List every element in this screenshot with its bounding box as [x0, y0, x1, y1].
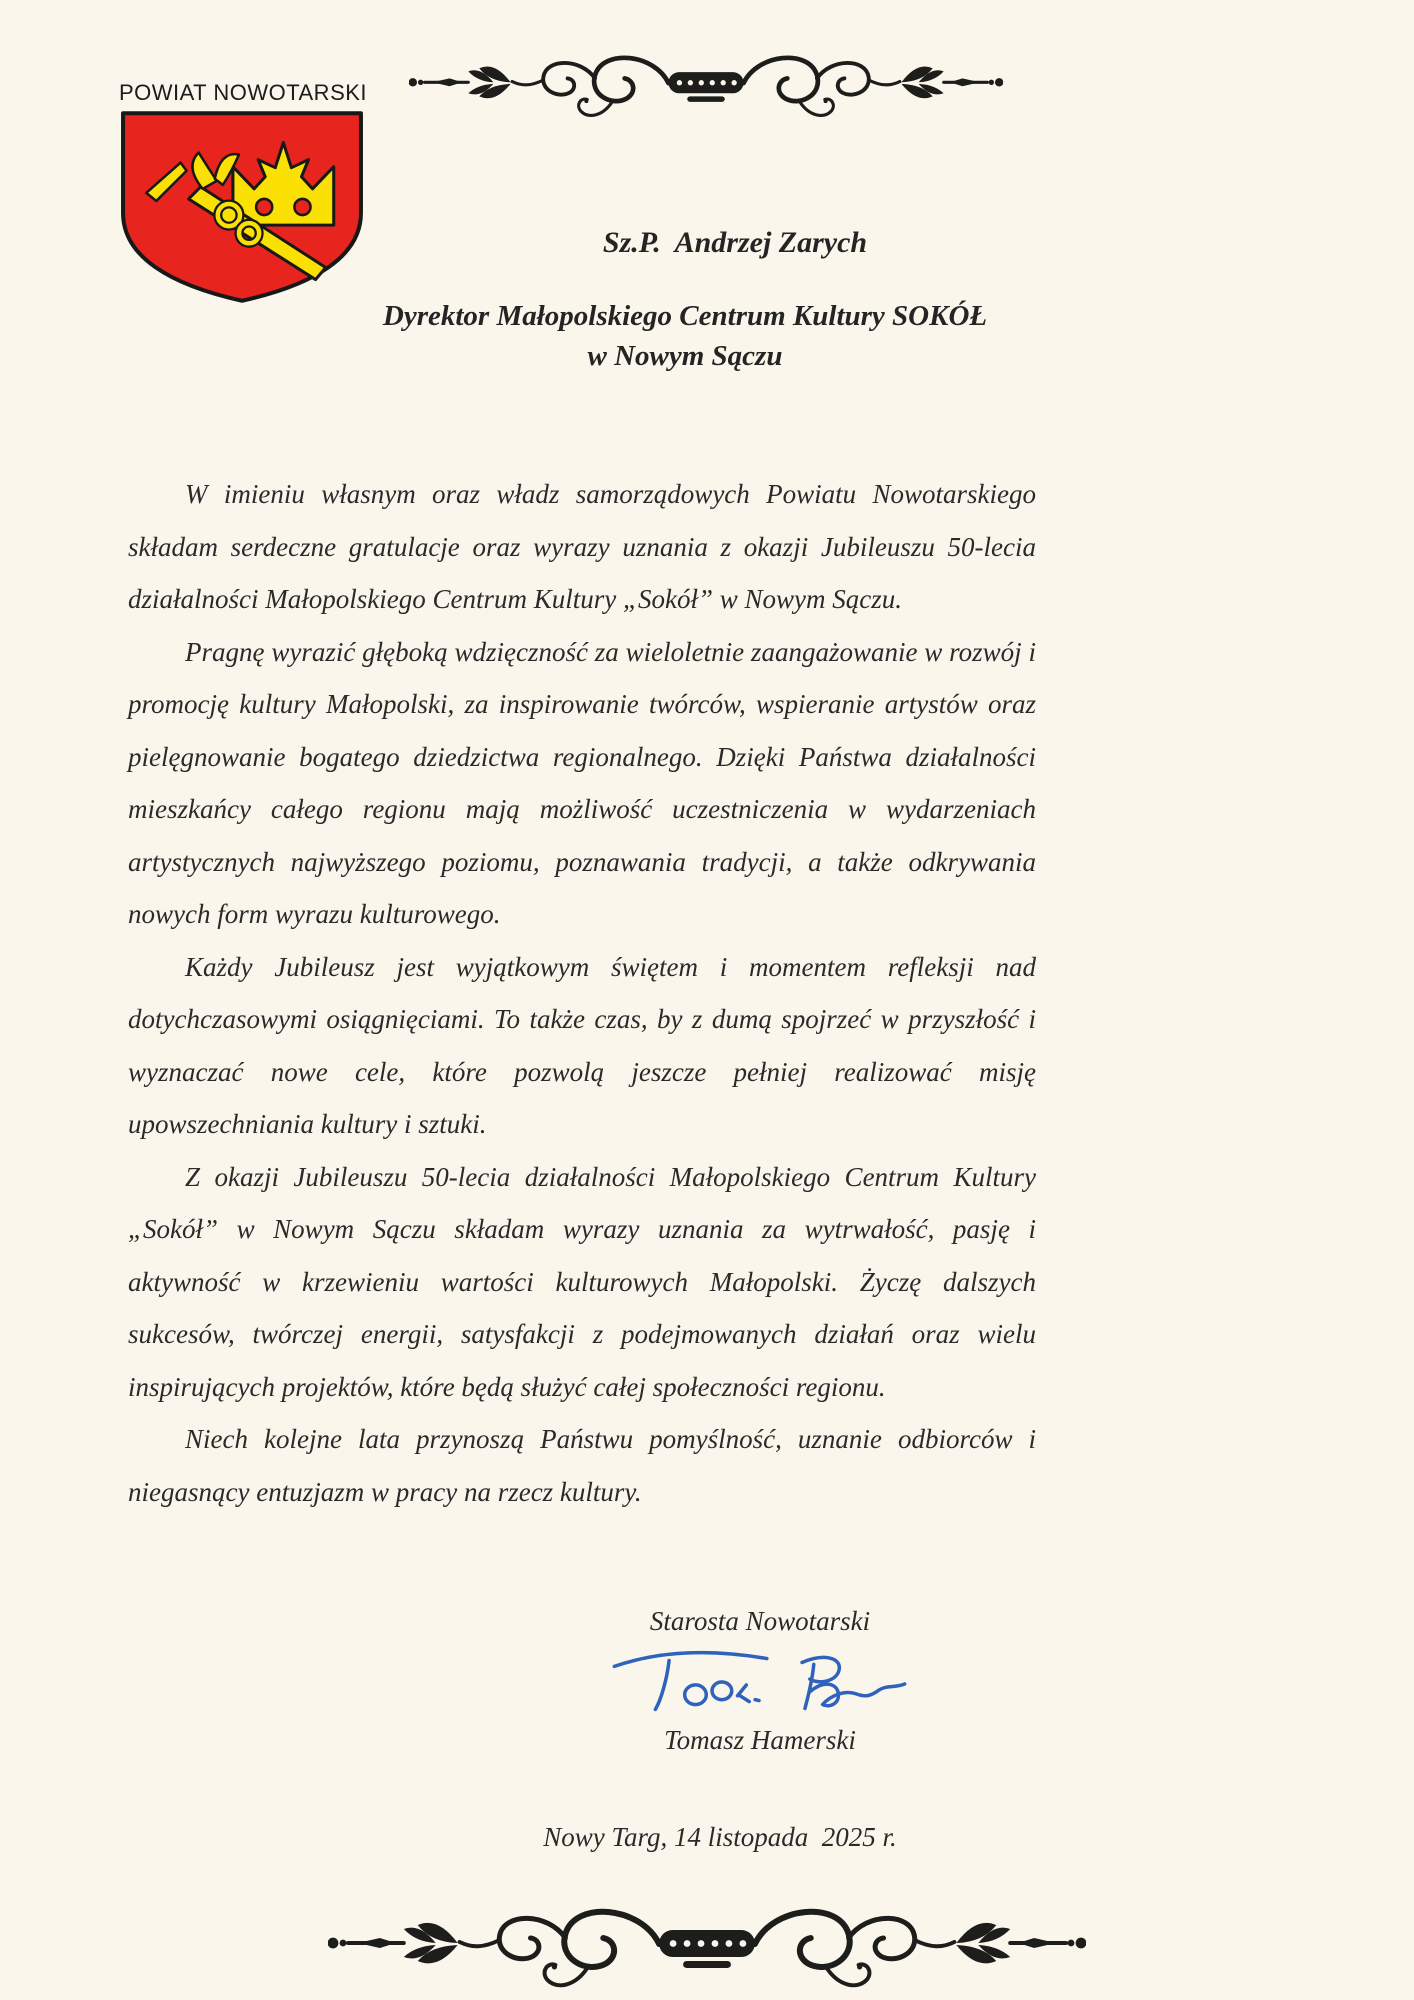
- body-paragraph: W imieniu własnym oraz władz samorządowych Powiatu Nowotarskiego składam serdeczne gratulacje oraz wyrazy uznania z okazji Jubileuszu 50-lecia działalności Małopolskiego Centrum Kultury „Sokół” w Nowym Sączu.: [128, 479, 1036, 614]
- coat-of-arms-label: POWIAT NOWOTARSKI: [118, 80, 368, 105]
- body-paragraph: Niech kolejne lata przynoszą Państwu pomyślność, uznanie odbiorców i niegasnący entuzjazm w pracy na rzecz kultury.: [128, 1424, 1036, 1507]
- body-paragraph: Pragnę wyrazić głęboką wdzięczność za wieloletnie zaangażowanie w rozwój i promocję kultury Małopolski, za inspirowanie twórców, wspieranie artystów oraz pielęgnowanie bogatego dziedzictwa regionalnego. Dzięki Państwa działalności mieszkańcy całego regionu mają możliwość uczestniczenia w wydarzeniach artystycznych najwyższego poziomu, poznawania tradycji, a także odkrywania nowych form wyrazu kulturowego.: [128, 636, 1036, 929]
- top-flourish-divider-icon: [408, 44, 1004, 130]
- recipient-block: [180, 226, 1190, 376]
- bottom-flourish-divider-icon: [328, 1894, 1086, 2000]
- recipient-title-line1: Dyrektor Małopolskiego Centrum Kultury SOKÓŁ: [382, 300, 988, 332]
- signature-name: Tomasz Hamerski: [664, 1725, 856, 1755]
- recipient-title-line2: w Nowym Sączu: [587, 340, 783, 372]
- signature-block: [540, 1606, 980, 1756]
- recipient-salutation: Sz.P. Andrzej Zarych: [602, 226, 868, 259]
- body-paragraph: Z okazji Jubileuszu 50-lecia działalności Małopolskiego Centrum Kultury „Sokół” w Nowym Sączu składam wyrazy uznania za wytrwałość, pasję i aktywność w krzewieniu wartości kulturowych Małopolski. Życzę dalszych sukcesów, twórczej energii, satysfakcji z podejmowanych działań oraz wielu inspirujących projektów, które będą służyć całej społeczności regionu.: [128, 1161, 1036, 1402]
- letter-body: [128, 468, 1036, 1518]
- signature-title: Starosta Nowotarski: [649, 1606, 871, 1636]
- dateline: Nowy Targ, 14 listopada 2025 r.: [543, 1822, 897, 1852]
- handwritten-signature-icon: [608, 1639, 912, 1727]
- body-paragraph: Każdy Jubileusz jest wyjątkowym świętem i momentem refleksji nad dotychczasowymi osiągnięciami. To także czas, by z dumą spojrzeć w przyszłość i wyznaczać nowe cele, które pozwolą jeszcze pełniej realizować misję upowszechniania kultury i sztuki.: [128, 951, 1036, 1139]
